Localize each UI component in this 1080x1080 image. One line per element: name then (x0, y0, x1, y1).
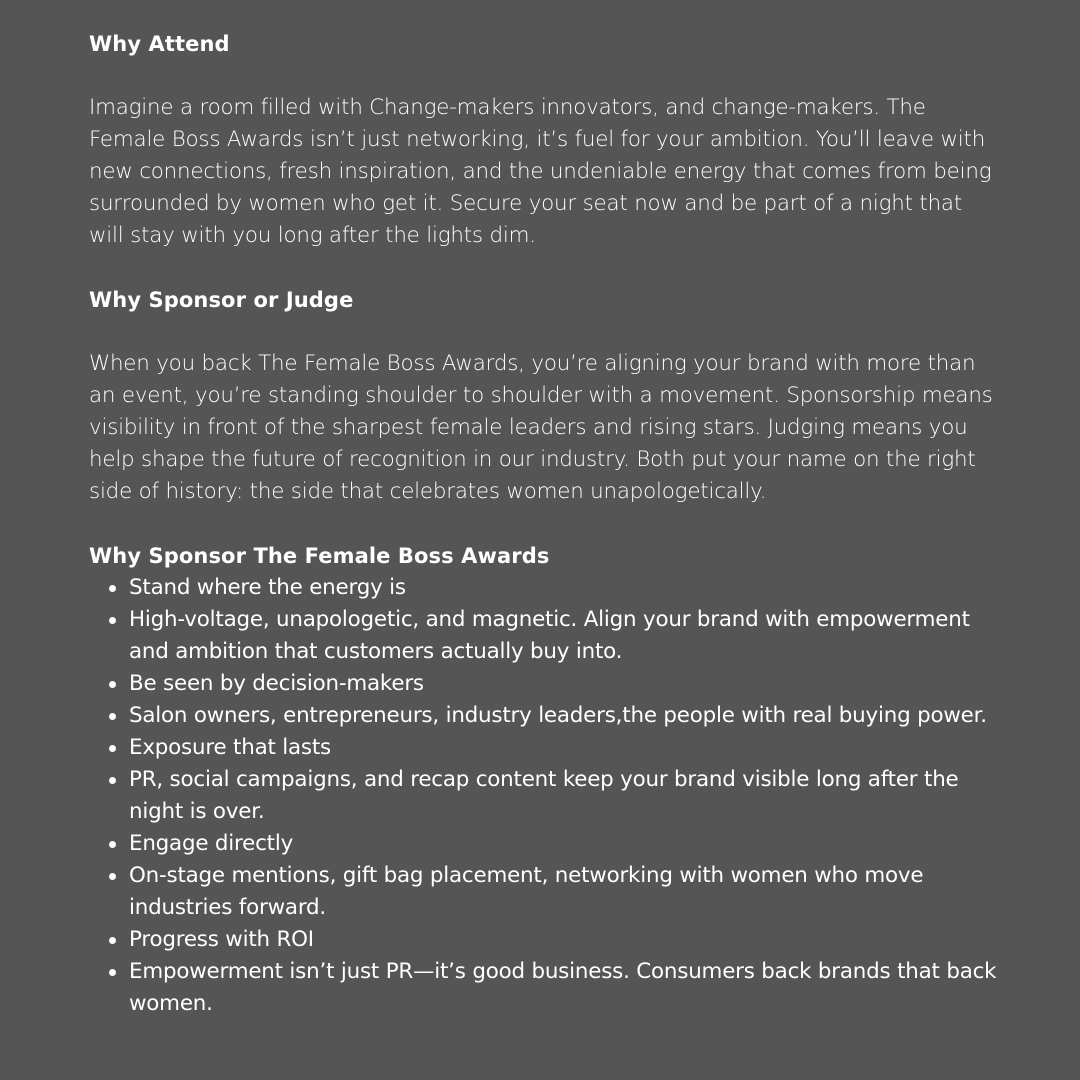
sponsor-benefits-list (89, 572, 999, 1020)
why-sponsor-or-judge-heading: Why Sponsor or Judge (89, 288, 354, 312)
list-item (89, 572, 999, 604)
bullet-icon (109, 745, 116, 752)
list-item-text: Be seen by decision-makers (129, 671, 424, 696)
bullet-icon (109, 681, 116, 688)
list-item (89, 860, 999, 924)
list-item-text: Engage directly (129, 831, 294, 856)
list-item-text: High-voltage, unapologetic, and magnetic. Align your brand with empowerment and ambition that customers actually buy into. (129, 607, 970, 664)
why-sponsor-awards-heading: Why Sponsor The Female Boss Awards (89, 544, 550, 568)
list-item (89, 732, 999, 764)
bullet-icon (109, 585, 116, 592)
why-sponsor-or-judge-section (89, 284, 999, 508)
bullet-icon (109, 937, 116, 944)
list-item (89, 764, 999, 828)
bullet-icon (109, 873, 116, 880)
why-attend-heading: Why Attend (89, 32, 230, 56)
list-item-text: Exposure that lasts (129, 735, 331, 760)
bullet-icon (109, 841, 116, 848)
list-item (89, 924, 999, 956)
why-attend-section (89, 28, 999, 252)
list-item-text: PR, social campaigns, and recap content keep your brand visible long after the night is over. (129, 767, 959, 824)
list-item (89, 828, 999, 860)
bullet-icon (109, 713, 116, 720)
list-item (89, 668, 999, 700)
list-item-text: Empowerment isn’t just PR—it’s good business. Consumers back brands that back women. (129, 959, 997, 1016)
bullet-icon (109, 777, 116, 784)
why-sponsor-awards-section (89, 540, 999, 1020)
document (89, 28, 999, 1020)
why-sponsor-or-judge-paragraph: When you back The Female Boss Awards, you’re aligning your brand with more than an event, you’re standing shoulder to shoulder with a movement. Sponsorship means visibility in front of the sharpest female leaders and rising stars. Judging means you help shape the future of recognition in our industry. Both put your name on the right side of history: the side that celebrates women unapologetically. (89, 351, 993, 504)
list-item-text: Stand where the energy is (129, 575, 406, 600)
why-attend-paragraph: Imagine a room filled with Change-makers innovators, and change-makers. The Female Boss Awards isn’t just networking, it’s fuel for your ambition. You’ll leave with new connections, fresh inspiration, and the undeniable energy that comes from being surrounded by women who get it. Secure your seat now and be part of a night that will stay with you long after the lights dim. (89, 95, 992, 248)
list-item-text: Salon owners, entrepreneurs, industry leaders,the people with real buying power. (129, 703, 987, 728)
list-item (89, 956, 999, 1020)
list-item (89, 604, 999, 668)
bullet-icon (109, 969, 116, 976)
list-item-text: On-stage mentions, gift bag placement, networking with women who move industries forward. (129, 863, 924, 920)
bullet-icon (109, 617, 116, 624)
list-item-text: Progress with ROI (129, 927, 314, 952)
list-item (89, 700, 999, 732)
